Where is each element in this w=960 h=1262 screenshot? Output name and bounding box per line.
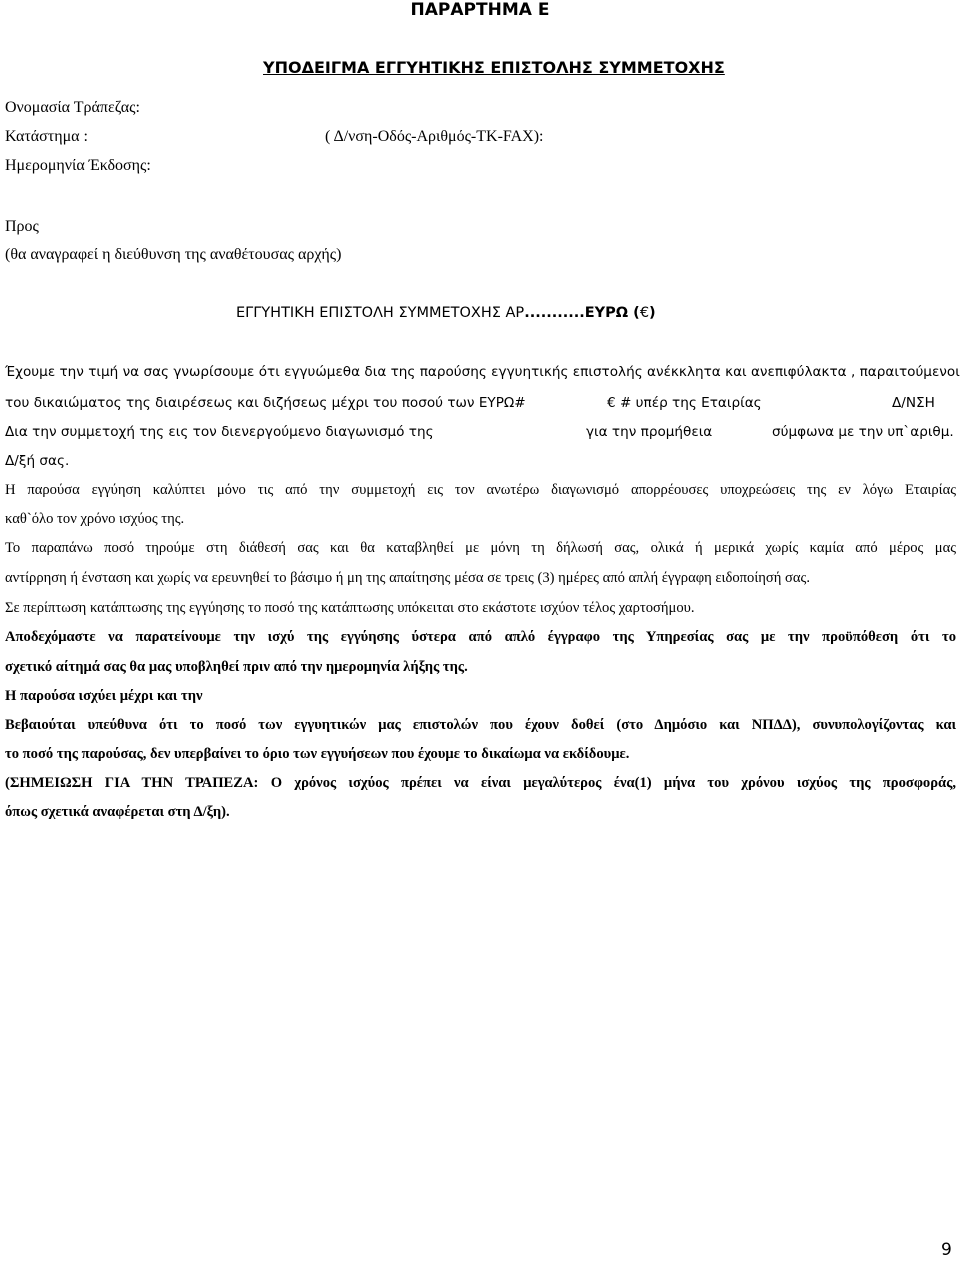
body-line-3-end: σύμφωνα με την υπ`αριθμ. xyxy=(772,424,954,440)
letter-title-currency: € xyxy=(639,305,650,321)
body-line-6: καθ`όλο τον χρόνο ισχύος της. xyxy=(5,511,185,527)
issue-date-label: Ημερομηνία Έκδοσης: xyxy=(5,157,151,174)
body-line-2-end: Δ/ΝΣΗ xyxy=(892,395,935,411)
body-line-4: Δ/ξή σας. xyxy=(5,453,70,469)
body-line-2-middle: € # υπέρ της Εταιρίας xyxy=(607,395,762,411)
recipient-address-note: (θα αναγραφεί η διεύθυνση της αναθέτουσας αρχής) xyxy=(5,246,342,263)
appendix-title: ΠΑΡΑΡΤΗΜΑ Ε xyxy=(410,0,550,20)
body-line-12: Η παρούσα ισχύει μέχρι και την xyxy=(5,688,203,704)
body-line-10: Αποδεχόμαστε να παρατείνουμε την ισχύ της εγγύησης ύστερα από απλό έγγραφο της Υπηρεσίας σας με την προϋπόθεση ότι το xyxy=(5,629,956,645)
letter-title xyxy=(236,305,656,321)
body-line-3-start: Δια την συμμετοχή της εις τον διενεργούμενο διαγωνισμό της xyxy=(5,424,434,440)
branch-address-label: ( Δ/νση-Οδός-Αριθμός-ΤΚ-FAX): xyxy=(325,128,544,145)
body-line-15: (ΣΗΜΕΙΩΣΗ ΓΙΑ ΤΗΝ ΤΡΑΠΕΖΑ: Ο χρόνος ισχύος πρέπει να είναι μεγαλύτερος ένα(1) μήνα του χρόνου ισχύος της προσφοράς, xyxy=(5,775,956,791)
body-line-3-middle: για την προμήθεια xyxy=(586,424,713,440)
body-line-13: Βεβαιούται υπεύθυνα ότι το ποσό των εγγυητικών μας επιστολών που έχουν δοθεί (στο Δημόσιο και ΝΠΔΔ), συνυπολογίζοντας και xyxy=(5,717,956,733)
body-line-9: Σε περίπτωση κατάπτωσης της εγγύησης το ποσό της κατάπτωσης υπόκειται στο εκάστοτε ισχύον τέλος χαρτοσήμου. xyxy=(5,600,695,616)
bank-name-label: Ονομασία Τράπεζας: xyxy=(5,99,140,116)
document-title: ΥΠΟΔΕΙΓΜΑ ΕΓΓΥΗΤΙΚΗΣ ΕΠΙΣΤΟΛΗΣ ΣΥΜΜΕΤΟΧΗΣ xyxy=(263,58,725,77)
body-line-2-start: του δικαιώματος της διαιρέσεως και διζήσεως μέχρι του ποσού των ΕΥΡΩ# xyxy=(5,395,526,411)
body-line-1: Έχουμε την τιμή να σας γνωρίσουμε ότι εγγυώμεθα δια της παρούσης εγγυητικής επιστολής ανέκκλητα και ανεπιφύλακτα , παραιτούμενοι xyxy=(5,364,960,380)
letter-title-amount: ...........ΕΥΡΩ ( xyxy=(524,305,640,321)
body-line-8: αντίρρηση ή ένσταση και χωρίς να ερευνηθεί το βάσιμο ή μη της απαίτησης μέσα σε τρεις (3) ημέρες από απλή έγγραφη ειδοποίησή σας. xyxy=(5,570,810,586)
body-line-16: όπως σχετικά αναφέρεται στη Δ/ξη). xyxy=(5,804,230,820)
body-line-7: Το παραπάνω ποσό τηρούμε στη διάθεσή σας και θα καταβληθεί με μόνη τη δήλωσή σας, ολικά ή μερικά χωρίς καμία από μέρος μας xyxy=(5,540,956,556)
body-line-14: το ποσό της παρούσας, δεν υπερβαίνει το όριο των εγγυήσεων που έχουμε το δικαίωμα να εκδίδουμε. xyxy=(5,746,630,762)
recipient-label: Προς xyxy=(5,218,39,235)
body-line-11: σχετικό αίτημά σας θα μας υποβληθεί πριν από την ημερομηνία λήξης της. xyxy=(5,659,468,675)
branch-label: Κατάστημα : xyxy=(5,128,88,145)
body-line-5: Η παρούσα εγγύηση καλύπτει μόνο τις από την συμμετοχή εις τον ανωτέρω διαγωνισμό απορρέουσες υποχρεώσεις της εν λόγω Εταιρίας xyxy=(5,482,956,498)
letter-title-close: ) xyxy=(649,305,656,321)
page-number: 9 xyxy=(941,1240,952,1260)
letter-title-prefix: ΕΓΓΥΗΤΙΚΗ ΕΠΙΣΤΟΛΗ ΣΥΜΜΕΤΟΧΗΣ ΑΡ xyxy=(236,305,525,321)
